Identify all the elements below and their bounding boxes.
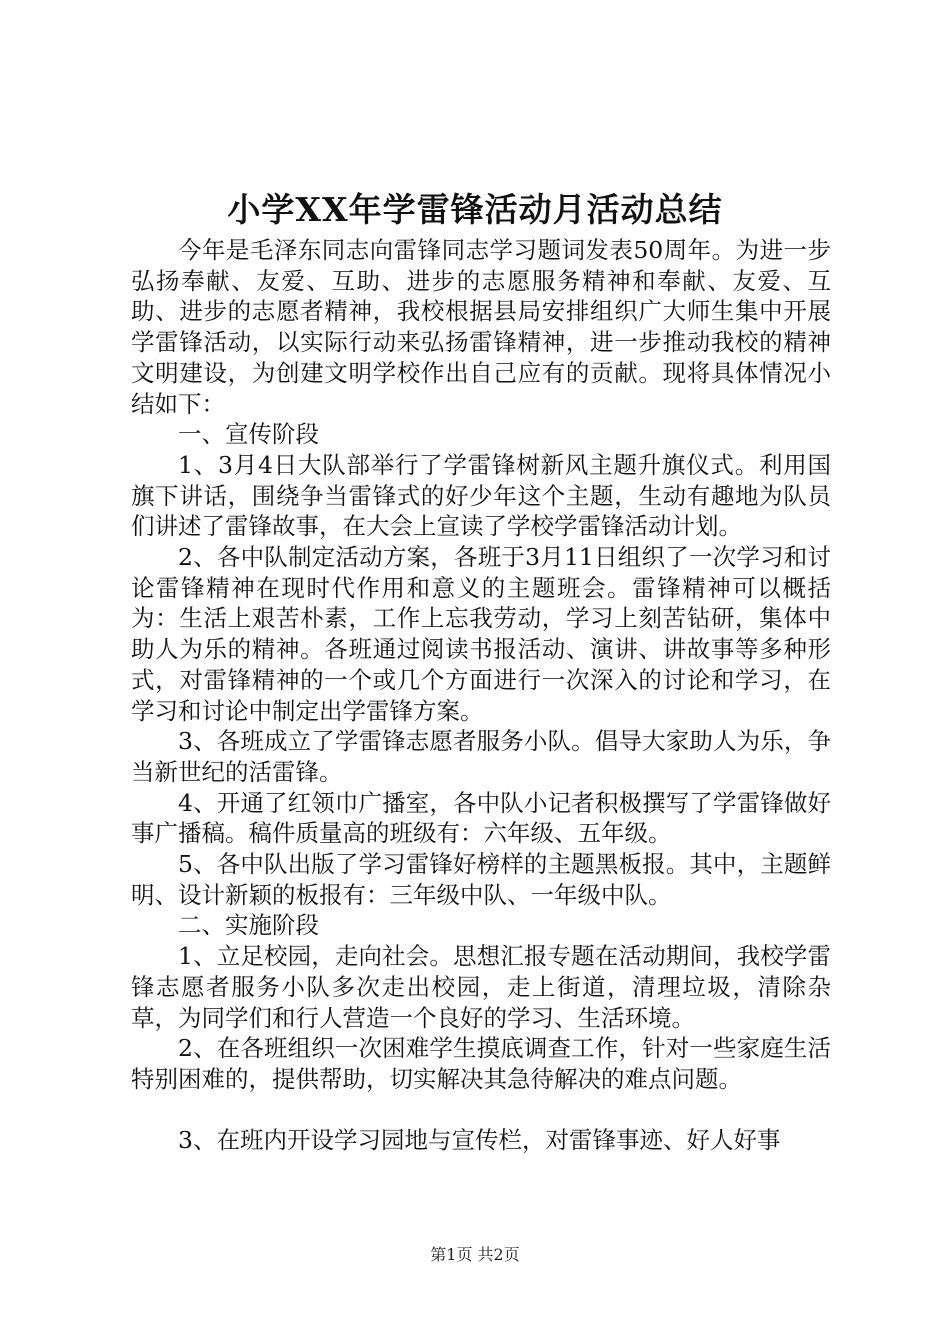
implementation-item-2: 2、在各班组织一次困难学生摸底调查工作，针对一些家庭生活特别困难的，提供帮助，切实解决其急待解决的难点问题。 (131, 1034, 831, 1093)
section-heading-publicity: 一、宣传阶段 (178, 420, 319, 449)
publicity-item-3: 3、各班成立了学雷锋志愿者服务小队。倡导大家助人为乐，争当新世纪的活雷锋。 (131, 727, 831, 786)
publicity-item-4: 4、开通了红领巾广播室，各中队小记者积极撰写了学雷锋做好事广播稿。稿件质量高的班级有：六年级、五年级。 (131, 788, 831, 848)
implementation-item-3: 3、在班内开设学习园地与宣传栏，对雷锋事迹、好人好事 (178, 1125, 781, 1154)
document-body (131, 235, 831, 1155)
publicity-item-1: 1、3月4日大队部举行了学雷锋树新风主题升旗仪式。利用国旗下讲话，围绕争当雷锋式的好少年这个主题，生动有趣地为队员们讲述了雷锋故事，在大会上宣读了学校学雷锋活动计划。 (131, 450, 831, 541)
page-footer: 第1页 共2页 (430, 1245, 520, 1264)
implementation-item-1: 1、立足校园，走向社会。思想汇报专题在活动期间，我校学雷锋志愿者服务小队多次走出校园，走上街道，清理垃圾，清除杂草，为同学们和行人营造一个良好的学习、生活环境。 (131, 942, 831, 1032)
publicity-item-2: 2、各中队制定活动方案，各班于3月11日组织了一次学习和讨论雷锋精神在现时代作用和意义的主题班会。雷锋精神可以概括为：生活上艰苦朴素，工作上忘我劳动，学习上刻苦钻研，集体中助人为乐的精神。各班通过阅读书报活动、演讲、讲故事等多种形式，对雷锋精神的一个或几个方面进行一次深入的讨论和学习，在学习和讨论中制定出学雷锋方案。 (131, 543, 831, 725)
paragraph-gap (131, 1095, 831, 1125)
intro-paragraph: 今年是毛泽东同志向雷锋同志学习题词发表50周年。为进一步弘扬奉献、友爱、互助、进步的志愿服务精神和奉献、友爱、互助、进步的志愿者精神，我校根据县局安排组织广大师生集中开展学雷锋活动，以实际行动来弘扬雷锋精神，进一步推动我校的精神文明建设，为创建文明学校作出自己应有的贡献。现将具体情况小结如下： (131, 236, 831, 418)
publicity-item-5: 5、各中队出版了学习雷锋好榜样的主题黑板报。其中，主题鲜明、设计新颖的板报有：三年级中队、一年级中队。 (131, 850, 831, 909)
document-title: 小学XX年学雷锋活动月活动总结 (227, 190, 723, 229)
section-heading-implementation: 二、实施阶段 (178, 911, 319, 940)
